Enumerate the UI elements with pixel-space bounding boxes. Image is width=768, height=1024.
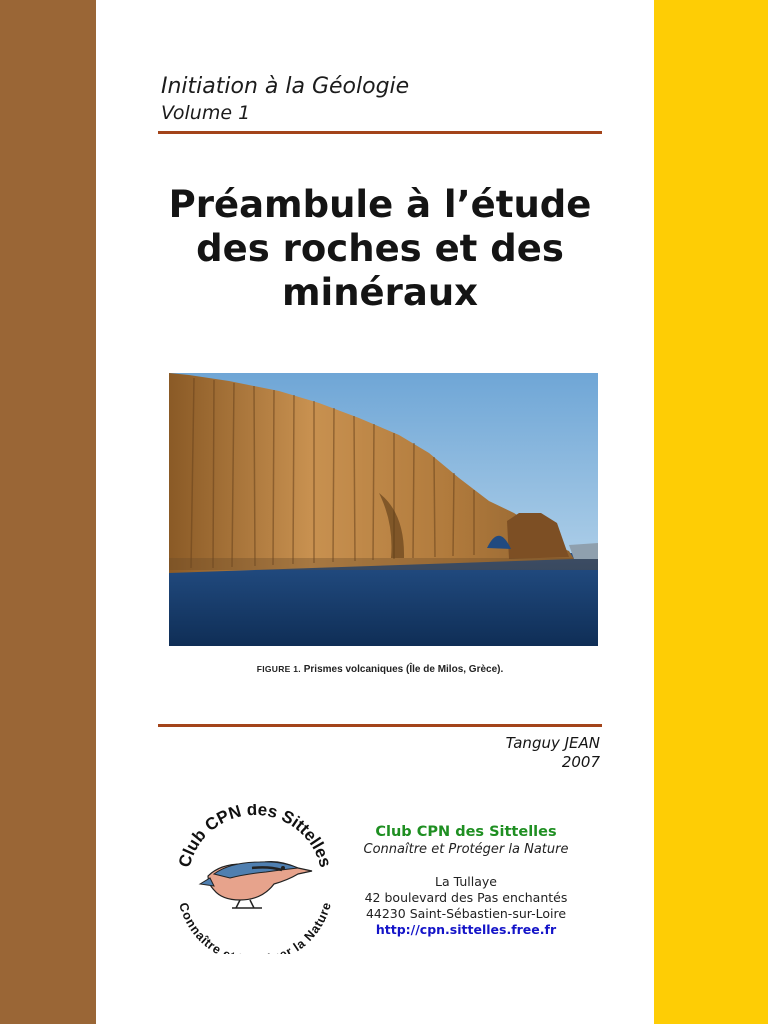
- top-divider: [158, 131, 602, 134]
- volume-label: Volume 1: [161, 102, 251, 124]
- club-tagline: Connaître et Protéger la Nature: [363, 842, 569, 857]
- left-color-band: [0, 0, 96, 1024]
- club-name: Club CPN des Sittelles: [375, 824, 557, 840]
- club-url-link[interactable]: http://cpn.sittelles.free.fr: [375, 922, 557, 937]
- title-line-3: minéraux: [281, 271, 479, 314]
- address-line-3: 44230 Saint-Sébastien-sur-Loire: [365, 906, 567, 921]
- logo-bottom-text: Connaître r la Nature: [176, 900, 334, 954]
- document-title: [158, 183, 602, 315]
- right-color-band: [654, 0, 768, 1024]
- volcanic-prisms-photo: [169, 373, 598, 646]
- publication-year: 2007: [561, 753, 600, 771]
- svg-text:Connaître et Protéger la Natur: [176, 901, 333, 954]
- author-name: Tanguy JEAN: [505, 734, 600, 752]
- club-logo: [170, 804, 340, 954]
- author-block: [400, 734, 600, 772]
- caption-label: FIGURE 1.: [256, 664, 301, 674]
- logo-top-text: Club CPN des Sittelles: [174, 804, 336, 870]
- series-heading: [161, 73, 601, 125]
- series-title: Initiation à la Géologie: [161, 74, 410, 99]
- address-line-1: La Tullaye: [435, 874, 497, 889]
- title-line-2: des roches et des: [196, 227, 564, 270]
- caption-text: Prismes volcaniques (Île de Milos, Grèce).: [303, 664, 504, 675]
- club-address: [355, 874, 577, 938]
- bottom-divider: [158, 724, 602, 727]
- figure-caption: [158, 664, 602, 675]
- club-info: [355, 822, 577, 938]
- nuthatch-bird-icon: [200, 862, 312, 908]
- title-line-1: Préambule à l’étude: [168, 183, 592, 226]
- svg-text:Club CPN des Sittelles: [175, 804, 335, 869]
- address-line-2: 42 boulevard des Pas enchantés: [364, 890, 568, 905]
